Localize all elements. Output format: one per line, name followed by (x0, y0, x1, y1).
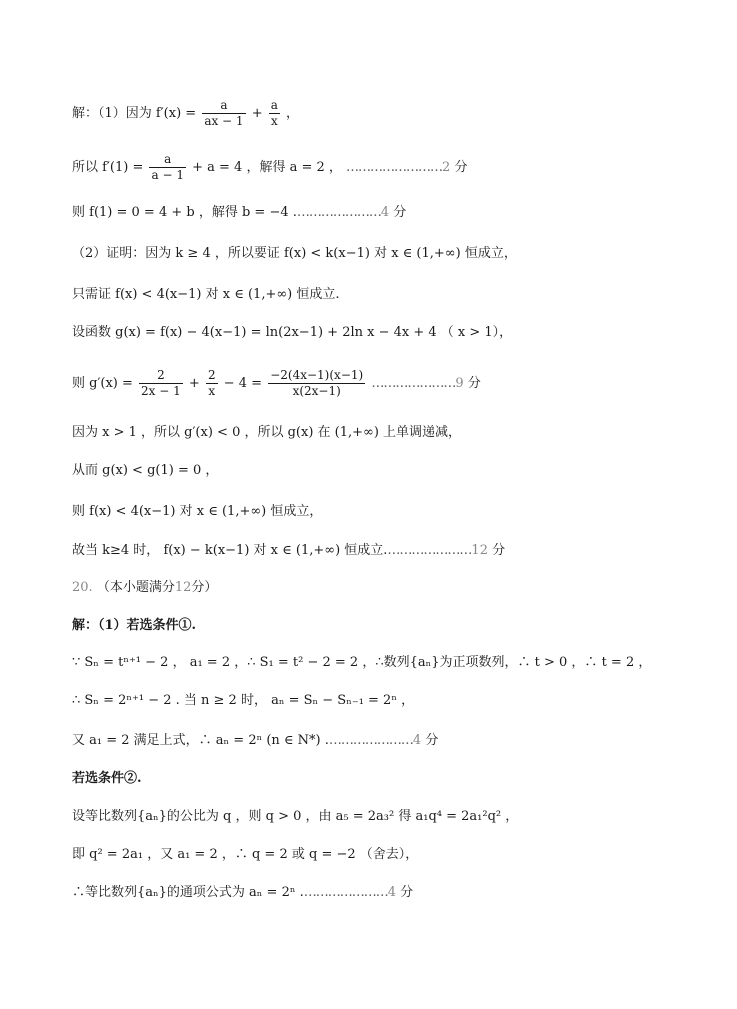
score-mark: 4 (380, 205, 390, 220)
score-mark: 4 (412, 733, 422, 748)
score-mark: 4 (387, 885, 397, 900)
fraction: $\frac{a}{ax - 1}$ (204, 98, 244, 128)
fraction: $\frac{a}{x}$ (270, 98, 278, 128)
solution-line-11: 故当 k≥4 时， f(x) − k(x−1) 对 x ∈ (1,+∞) 恒成立.…………………12 分 (72, 543, 506, 558)
solution-line-6: 设函数 g(x) = f(x) − 4(x−1) = ln(2x−1) + 2ln x − 4x + 4 （ x > 1）， (72, 325, 513, 340)
solution-line-14: ∵ Sₙ = tⁿ⁺¹ − 2 ， a₁ = 2 ，∴ S₁ = t² − 2 = 2 ，∴数列{aₙ}为正项数列，∴ t > 0 ，∴ t = 2 ， (72, 655, 652, 670)
problem-number: 20. (72, 580, 93, 595)
solution-line-3: 则 f(1) = 0 = 4 + b ，解得 b = −4 .…………………4 分 (72, 205, 407, 220)
solution-line-18: 设等比数列{aₙ}的公比为 q ，则 q > 0 ，由 a₅ = 2a₃² 得 a₁q⁴ = 2a₁²q² ， (72, 809, 519, 824)
fraction: $\frac{-2(4x-1)(x-1)}{x(2x-1)}$ (270, 368, 364, 398)
score-mark: 9 (455, 376, 464, 391)
solution-line-2: 所以 f′(1) = $\frac{a}{a - 1}$ + a = 4 ，解得 a = 2 ， ……………………2 分 (72, 152, 468, 182)
solution-line-19: 即 q² = 2a₁ ，又 a₁ = 2 ，∴ q = 2 或 q = −2 （舍去）， (72, 847, 419, 862)
solution-line-13: 解：（1）若选条件①. (72, 618, 197, 633)
solution-line-16: 又 a₁ = 2 满足上式，∴ aₙ = 2ⁿ (n ∈ N*) .…………………4 分 (72, 733, 439, 748)
fraction: $\frac{2}{x}$ (207, 368, 216, 398)
solution-line-20: ∴等比数列{aₙ}的通项公式为 aₙ = 2ⁿ .…………………4 分 (72, 885, 414, 900)
solution-line-10: 则 f(x) < 4(x−1) 对 x ∈ (1,+∞) 恒成立， (72, 504, 323, 519)
solution-line-9: 从而 g(x) < g(1) = 0 ， (72, 463, 219, 478)
fraction: $\frac{a}{a - 1}$ (151, 152, 184, 182)
solution-line-8: 因为 x > 1 ，所以 g′(x) < 0 ，所以 g(x) 在 (1,+∞) 上单调递减， (72, 425, 462, 440)
solution-line-7: 则 g′(x) = $\frac{2}{2x - 1}$ + $\frac{2}{x}$ − 4 = $\frac{-2(4x-1)(x-1)}{x(2x-1)}$ …………………9 分 (72, 368, 481, 398)
solution-line-4: （2）证明：因为 k ≥ 4 ，所以要证 f(x) < k(x−1) 对 x ∈ (1,+∞) 恒成立， (72, 246, 517, 261)
fraction: $\frac{2}{2x - 1}$ (141, 368, 181, 398)
solution-line-5: 只需证 f(x) < 4(x−1) 对 x ∈ (1,+∞) 恒成立. (72, 287, 340, 302)
score-mark: 12 (471, 543, 488, 558)
solution-line-1: 解：（1）因为 f′(x) = $\frac{a}{ax - 1}$ + $\frac{a}{x}$ ， (72, 98, 300, 128)
solution-line-15: ∴ Sₙ = 2ⁿ⁺¹ − 2 . 当 n ≥ 2 时， aₙ = Sₙ − Sₙ₋₁ = 2ⁿ ， (72, 693, 415, 708)
score-mark: 2 (442, 160, 451, 175)
problem-20-heading: 20. （本小题满分12分） (72, 580, 218, 595)
solution-line-17: 若选条件②. (72, 771, 142, 786)
